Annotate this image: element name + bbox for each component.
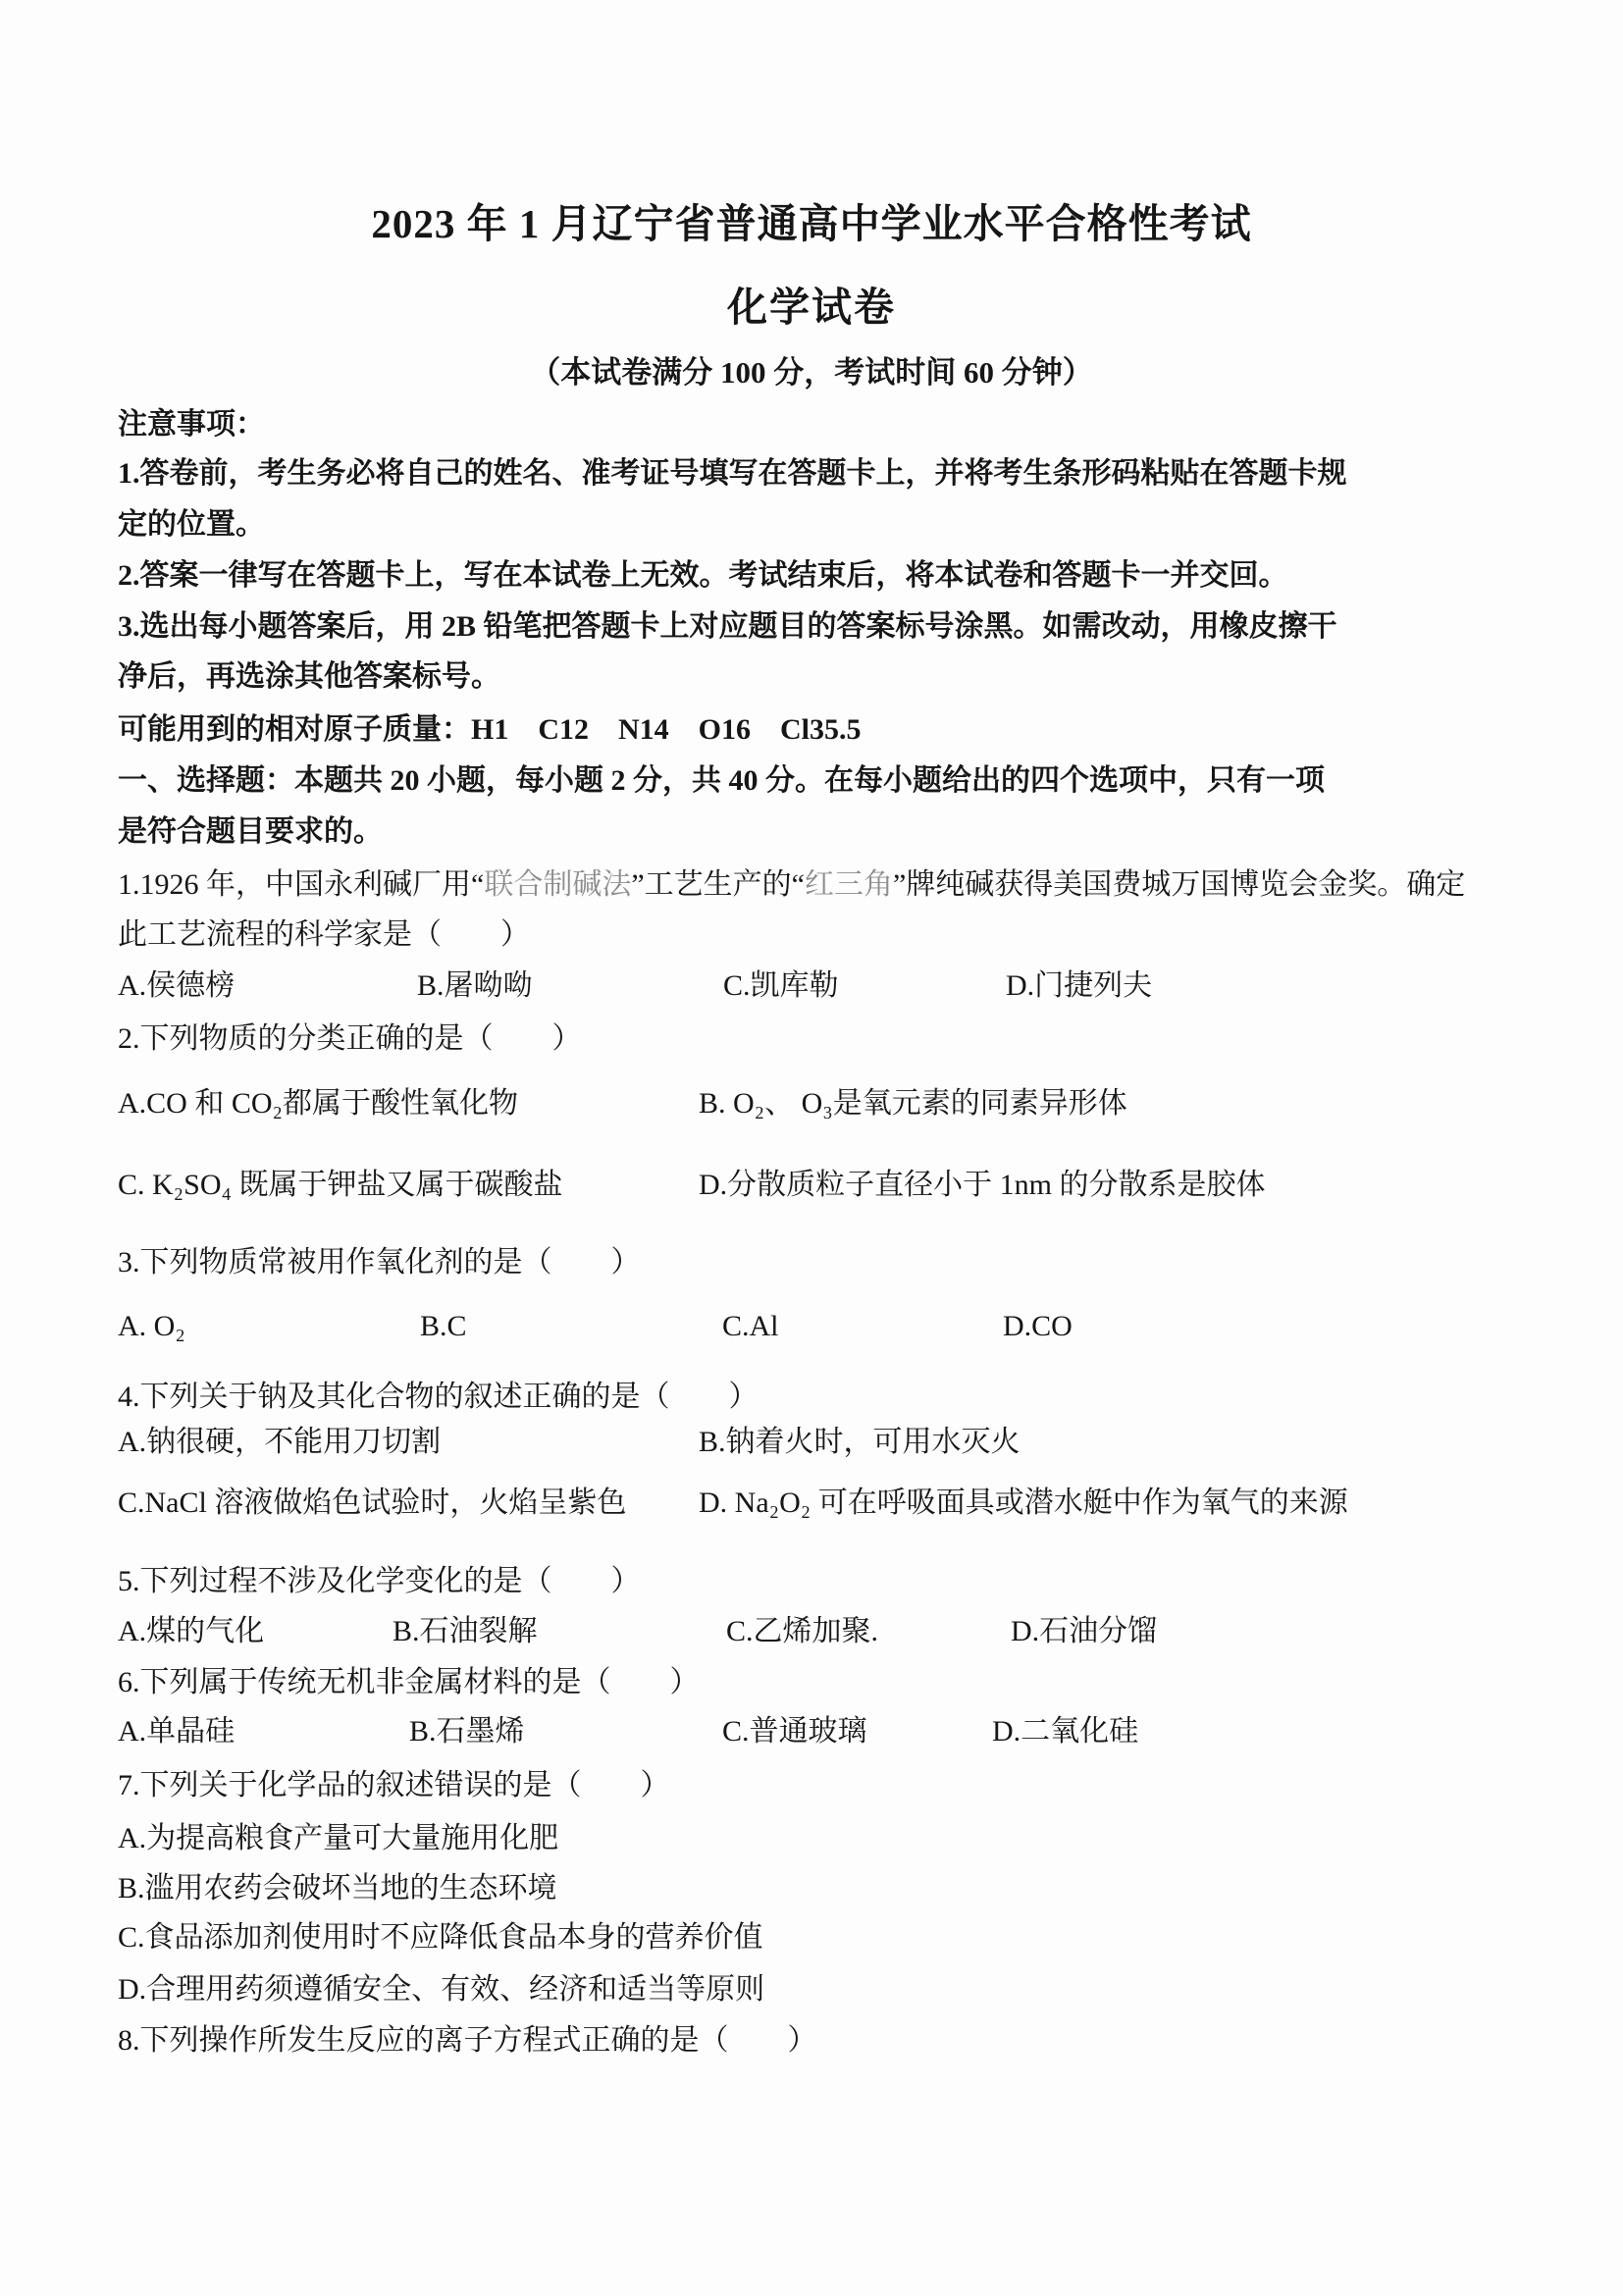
q7-option-b: B.滥用农药会破坏当地的生态环境	[118, 1872, 557, 1905]
q3-stem: 3.下列物质常被用作氧化剂的是（ ）	[118, 1246, 641, 1278]
q2-stem: 2.下列物质的分类正确的是（ ）	[118, 1022, 582, 1055]
q5-option-b: B.石油裂解	[393, 1615, 538, 1647]
q7-option-a: A.为提高粮食产量可大量施用化肥	[118, 1822, 559, 1854]
q7-option-d: D.合理用药须遵循安全、有效、经济和适当等原则	[118, 1973, 765, 2006]
exam-meta: （本试卷满分 100 分，考试时间 60 分钟）	[530, 355, 1093, 390]
q4-option-c: C.NaCl 溶液做焰色试验时，火焰呈紫色	[118, 1487, 627, 1519]
notice-item1-line2: 定的位置。	[118, 508, 265, 541]
q6-stem: 6.下列属于传统无机非金属材料的是（ ）	[118, 1666, 700, 1698]
q7-option-c: C.食品添加剂使用时不应降低食品本身的营养价值	[118, 1921, 763, 1954]
q4-option-a: A.钠很硬，不能用刀切割	[118, 1426, 442, 1458]
q6-option-b: B.石墨烯	[409, 1715, 525, 1748]
q4-stem: 4.下列关于钠及其化合物的叙述正确的是（ ）	[118, 1381, 759, 1413]
q5-stem: 5.下列过程不涉及化学变化的是（ ）	[118, 1565, 641, 1597]
q3-option-b: B.C	[420, 1310, 467, 1342]
q1-option-d: D.门捷列夫	[1006, 969, 1153, 1002]
q5-option-d: D.石油分馏	[1011, 1615, 1158, 1647]
q1-option-b: B.屠呦呦	[417, 969, 533, 1002]
q1-quoted-term-lianhezhijianfa: 联合制碱法	[484, 868, 632, 901]
q1-stem-line2: 此工艺流程的科学家是（ ）	[118, 918, 530, 951]
q7-stem: 7.下列关于化学品的叙述错误的是（ ）	[118, 1769, 670, 1801]
q8-stem: 8.下列操作所发生反应的离子方程式正确的是（ ）	[118, 2024, 817, 2057]
notice-item3-line2: 净后，再选涂其他答案标号。	[118, 660, 500, 693]
q1-option-a: A.侯德榜	[118, 969, 236, 1002]
q2-option-a: A.CO 和 CO₂都属于酸性氧化物	[118, 1087, 518, 1120]
notice-item1-line1: 1.答卷前，考生务必将自己的姓名、准考证号填写在答题卡上，并将考生条形码粘贴在答题卡规	[118, 457, 1347, 490]
q6-option-d: D.二氧化硅	[992, 1715, 1139, 1748]
q6-option-c: C.普通玻璃	[722, 1715, 867, 1748]
q2-option-b: B. O₂、 O₃是氧元素的同素异形体	[699, 1087, 1127, 1120]
q3-option-c: C.Al	[722, 1310, 779, 1342]
q1-quoted-term-hongsanjiao: 红三角	[804, 868, 893, 901]
notice-heading: 注意事项：	[118, 408, 265, 441]
section-one-heading-line2: 是符合题目要求的。	[118, 815, 383, 848]
q1-stem-text: ”工艺生产的“	[631, 868, 805, 901]
q6-option-a: A.单晶硅	[118, 1715, 236, 1748]
q2-option-c: C. K₂SO₄ 既属于钾盐又属于碳酸盐	[118, 1169, 563, 1201]
q5-option-c: C.乙烯加聚.	[726, 1615, 879, 1647]
notice-item2: 2.答案一律写在答题卡上，写在本试卷上无效。考试结束后，将本试卷和答题卡一并交回。	[118, 559, 1288, 592]
q1-stem-text: ”牌纯碱获得美国费城万国博览会金奖。确定	[892, 868, 1466, 901]
q4-option-b: B.钠着火时，可用水灭火	[699, 1426, 1021, 1458]
q5-option-a: A.煤的气化	[118, 1615, 265, 1647]
q2-option-d: D.分散质粒子直径小于 1nm 的分散系是胶体	[699, 1169, 1266, 1201]
q1-stem-text: 1.1926 年，中国永利碱厂用“	[118, 868, 485, 901]
section-one-heading-line1: 一、选择题：本题共 20 小题，每小题 2 分，共 40 分。在每小题给出的四个选项中，只有一项	[118, 764, 1325, 797]
q1-stem-line1	[118, 868, 1465, 903]
notice-item3-line1: 3.选出每小题答案后，用 2B 铅笔把答题卡上对应题目的答案标号涂黑。如需改动，用橡皮擦干	[118, 610, 1337, 643]
exam-title: 2023 年 1 月辽宁省普通高中学业水平合格性考试	[371, 201, 1252, 246]
q3-option-a: A. O₂	[118, 1310, 185, 1342]
exam-subject-title: 化学试卷	[727, 285, 896, 330]
q4-option-d: D. Na₂O₂ 可在呼吸面具或潜水艇中作为氧气的来源	[699, 1487, 1348, 1519]
q1-option-c: C.凯库勒	[723, 969, 839, 1002]
q3-option-d: D.CO	[1003, 1310, 1073, 1342]
atomic-mass-note: 可能用到的相对原子质量：H1 C12 N14 O16 Cl35.5	[118, 713, 862, 746]
